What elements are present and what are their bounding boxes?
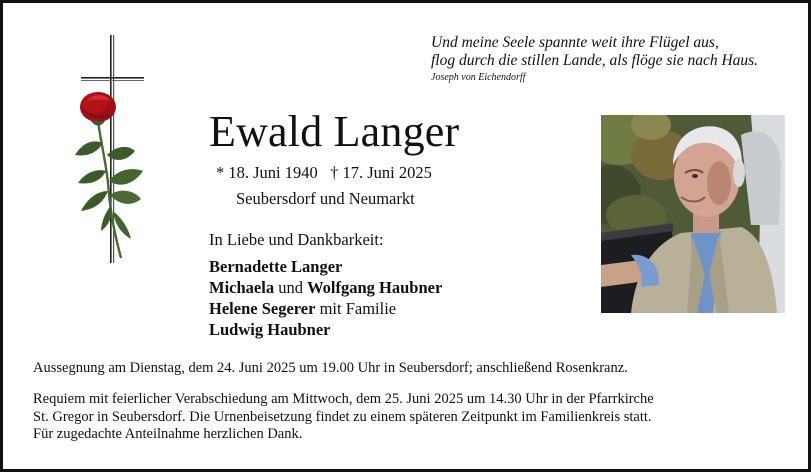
farewell-info: Aussegnung am Dienstag, dem 24. Juni 2025 um 19.00 Uhr in Seubersdorf; anschließend Rosenkranz. (33, 360, 628, 376)
residence-places: Seubersdorf und Neumarkt (236, 189, 415, 208)
death-date: † 17. Juni 2025 (330, 163, 432, 182)
quote-author: Joseph von Eichendorff (431, 72, 526, 83)
quote-line-1: Und meine Seele spannte weit ihre Flügel aus, (431, 34, 719, 51)
mourner-line: Bernadette Langer (209, 257, 343, 276)
mourning-intro: In Liebe und Dankbarkeit: (209, 230, 384, 249)
requiem-line-1: Requiem mit feierlicher Verabschiedung am Mittwoch, dem 25. Juni 2025 um 14.30 Uhr in der Pfarrkirche (33, 391, 654, 407)
requiem-line-3: Für zugedachte Anteilnahme herzlichen Dank. (33, 426, 303, 442)
quote-line-2: flog durch die stillen Lande, als flöge sie nach Haus. (431, 52, 759, 69)
cross-with-rose-icon (51, 33, 151, 268)
birth-date: * 18. Juni 1940 (216, 163, 318, 182)
poem-quote (431, 34, 758, 70)
mourner-line: Michaela und Wolfgang Haubner (209, 278, 443, 297)
portrait-photo (601, 115, 785, 313)
requiem-line-2: St. Gregor in Seubersdorf. Die Urnenbeisetzung findet zu einem späteren Zeitpunkt im Familienkreis statt. (33, 408, 652, 425)
requiem-info (33, 391, 654, 444)
deceased-name: Ewald Langer (209, 107, 460, 156)
mourners-list (209, 256, 442, 340)
mourner-line: Ludwig Haubner (209, 320, 331, 339)
life-dates (216, 163, 432, 183)
mourner-line: Helene Segerer mit Familie (209, 299, 397, 318)
